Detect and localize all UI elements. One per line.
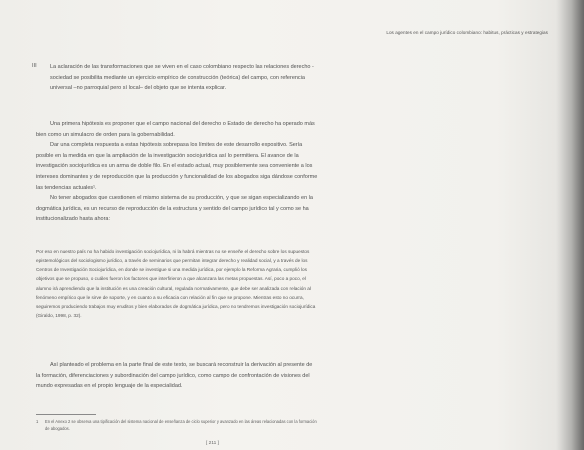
paragraph-lawyers: No tener abogados que cuestionen el mismo sistema de su producción, y que se sigan especializando en la dogmática jurídica, es un recurso de reproducción de la estructura y sentido del campo jurídico tal y como se ha institucionalizado hasta ahora: xyxy=(36,195,313,223)
block-quote: Por eso en nuestro país no ha habido investigación sociojurídica, ni la habrá mientras no se enseñe el derecho sobre los supuestos epistemológicos del sociologismo jurídico, a través de seminarios que permitan integrar derecho y realidad social, y a través de los Centros de Investigación Sociojurídica, en donde se investigue si una medida jurídica, por ejemplo la Reforma Agraria, cumplió los objetivos que se propuso, o cuáles fueron los factores que interfirieron a que alcanzara las metas propuestas. Así, poco a poco, el alumno irá aprendiendo que la institución es una creación cultural, regulada normativamente, que debe ser analizada con relación al fenómeno empírico que le sirve de soporte, y en cuanto a su eficacia con relación al fin que se propone. Mientras esto no ocurra, seguiremos produciendo trabajos muy eruditos y bien elaborados de dogmática jurídica, pero no tendremos investigación sociojurídica (Giraldo, 1998, p. 32). xyxy=(36,249,316,319)
page-number: [ 211 ] xyxy=(206,441,219,446)
closing-section xyxy=(36,360,318,392)
footnote-rule xyxy=(36,414,96,415)
running-head: Los agentes en el campo jurídico colombiano: habitus, prácticas y estrategias xyxy=(386,30,548,35)
paragraph-hypothesis: Una primera hipótesis es proponer que el campo nacional del derecho o Estado de derecho ha operado más bien como un simulacro de orden para la gobernabilidad. xyxy=(36,121,315,138)
footnote xyxy=(36,418,318,432)
footnote-text: En el Anexo 2 se observa una tipificación del sistema nacional de enseñanza de ciclo superior y avanzado en las áreas relacionadas con la formación de abogados. xyxy=(45,419,317,432)
footnote-number: 1 xyxy=(36,419,39,424)
closing-paragraph: Así planteado el problema en la parte final de este texto, se buscará reconstruir la derivación al presente de la formación, diferenciaciones y subordinación del campo jurídico, como campo de confrontación de visiones del mundo expresadas en el propio lenguaje de la especialidad. xyxy=(36,362,313,390)
section-marker: III xyxy=(32,63,37,69)
intro-paragraph: La aclaración de las transformaciones que se viven en el caso colombiano respecto las relaciones derecho - sociedad se posibilita mediante un ejercicio empírico de construcción (teórica) del campo, con referencia universal –no parroquial pero sí local– del objeto que se intenta explicar. xyxy=(50,64,314,92)
body-paragraphs xyxy=(36,119,318,225)
page-gutter-shadow xyxy=(556,0,584,450)
paragraph-response: Dar una completa respuesta a estas hipótesis sobrepasa los límites de este desarrollo expositivo. Sería posible en la medida en que la ampliación de la investigación sociojurídica así lo permitiera. El avance de la investigación sociojurídica es un arma de doble filo. En el estado actual, muy posiblemente sea conveniente a los intereses dominantes y de reproducción que la producción y funcionalidad de los abogados siga dándose conforme las tendencias actuales¹. xyxy=(36,142,318,191)
